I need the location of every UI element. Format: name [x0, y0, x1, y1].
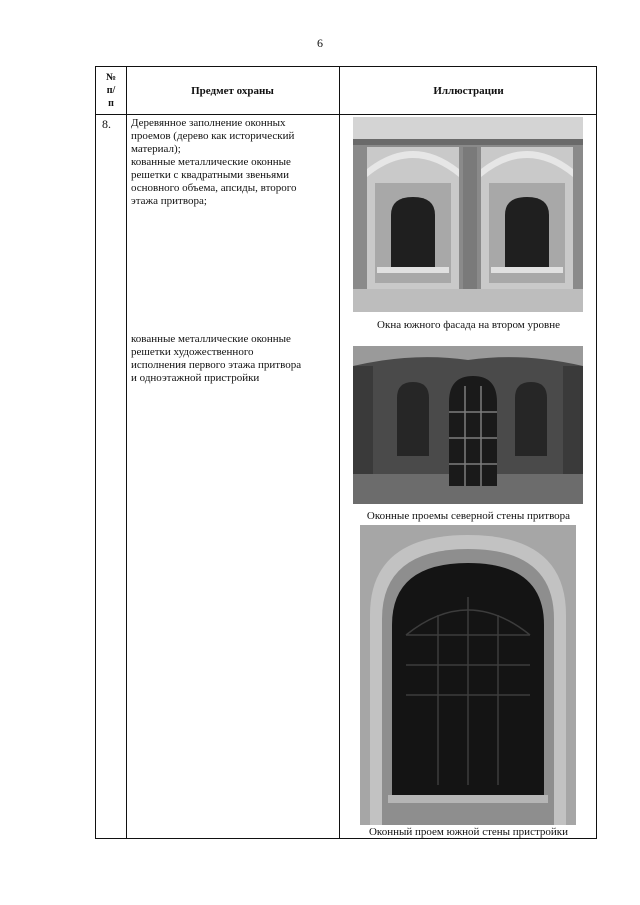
- subject-text-line: проемов (дерево как исторический: [131, 130, 295, 142]
- header-number-line: п: [108, 98, 114, 109]
- photo-south-wall-annex-opening: [360, 525, 576, 825]
- page-number: 6: [317, 36, 323, 50]
- caption-north-wall-openings: Оконные проемы северной стены притвора: [366, 510, 571, 522]
- header-number-line: п/: [106, 85, 116, 96]
- protection-table: [95, 66, 597, 839]
- header-number-line: №: [105, 72, 117, 83]
- subject-text-line: решетки художественного: [131, 346, 254, 358]
- photo-north-wall-openings: [353, 346, 583, 504]
- subject-text-line: Деревянное заполнение оконных: [131, 117, 286, 129]
- subject-text-line: кованные металлические оконные: [131, 333, 291, 345]
- caption-south-wall-annex-opening: Оконный проем южной стены пристройки: [368, 826, 569, 838]
- header-illustrations: Иллюстрации: [433, 84, 504, 97]
- subject-text-line: кованные металлические оконные: [131, 156, 291, 168]
- header-divider: [96, 114, 596, 115]
- row-number: 8.: [102, 117, 111, 131]
- photo-south-facade-windows: [353, 117, 583, 312]
- subject-text-line: исполнения первого этажа притвора: [131, 359, 302, 371]
- subject-text-line: и одноэтажной пристройки: [131, 372, 260, 384]
- subject-text-block-2: [131, 333, 336, 385]
- subject-text-line: этажа притвора;: [131, 195, 207, 207]
- caption-south-facade-windows: Окна южного фасада на втором уровне: [377, 319, 560, 331]
- subject-text-block-1: [131, 117, 336, 208]
- subject-text-line: решетки с квадратными звеньями: [131, 169, 289, 181]
- subject-text-line: основного объема, апсиды, второго: [131, 182, 297, 194]
- column-divider: [126, 67, 127, 838]
- header-subject: Предмет охраны: [191, 84, 274, 97]
- subject-text-line: материал);: [131, 143, 181, 155]
- column-divider: [339, 67, 340, 838]
- header-number: [96, 67, 126, 114]
